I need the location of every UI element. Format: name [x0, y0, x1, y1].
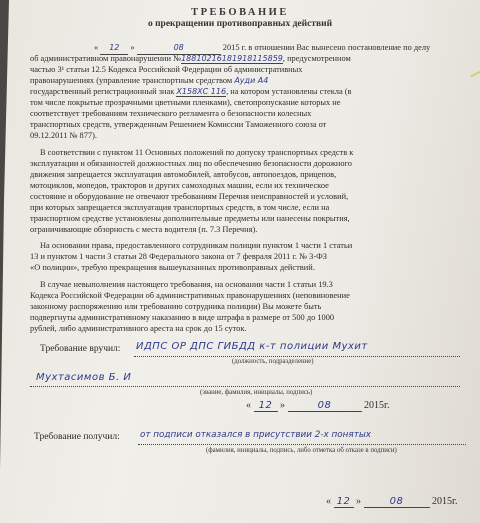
plate-label: государственный регистрационный знак: [30, 87, 175, 96]
para1-line: движения запрещается эксплуатация автомобилей, автобусов, автопоездов, прицепов,: [30, 170, 337, 179]
para1-line: В соответствии с пунктом 11 Основных положений по допуску транспортных средств к: [40, 148, 354, 157]
document-title: ТРЕБОВАНИЕ: [191, 7, 289, 18]
header-month: 08: [137, 43, 221, 55]
handed-officer-handwriting: ИДПС ОР ДПС ГИБДД к-т полиции Мухит: [136, 341, 368, 352]
document-subtitle: о прекращении противоправных действий: [147, 19, 333, 29]
case-post: , предусмотренном: [282, 54, 351, 63]
quote-close: »: [130, 43, 135, 52]
para2-line: 13 и пунктом 1 части 3 статьи 28 Федерального закона от 7 февраля 2011 г. № 3-ФЗ: [30, 252, 327, 261]
header-year-text: 2015 г. в отношении Вас вынесено постановление по делу: [222, 43, 431, 52]
header-day: 12: [100, 43, 128, 55]
received-refusal-handwriting: от подписи отказался в присутствии 2-х понятых: [140, 430, 371, 440]
para1-line: при которых запрещается эксплуатация транспортных средств, в том числе, если на: [30, 203, 330, 212]
header-line-4: [30, 76, 268, 87]
handed-label: Требование вручил:: [40, 344, 121, 354]
received-year: 2015г.: [432, 496, 458, 507]
para2-line: «О полиции», требую прекращения вышеуказанных противоправных действий.: [30, 263, 315, 272]
handed-caption-1: (должность, подразделение): [232, 358, 314, 365]
header-line-8: транспортных средств, утвержденным Решением Комиссии Таможенного союза от: [30, 120, 327, 129]
case-number: 18810216181918115859: [181, 54, 283, 63]
header-date-line: [94, 43, 430, 55]
para1-line: состояние и оборудование не отвечают требованиям Перечня неисправностей и условий,: [30, 192, 349, 201]
plate-number: Х158ХС 116: [176, 87, 227, 96]
car-model: Ауди А4: [234, 76, 269, 85]
quote-open: «: [94, 43, 99, 52]
quote-close: »: [280, 400, 285, 411]
handed-date: [246, 400, 389, 412]
handed-name-handwriting: Мухтасимов Б. И: [36, 372, 132, 383]
para1-line: эксплуатации и обязанностей должностных лиц по обеспечению безопасности дорожного: [30, 159, 352, 168]
handed-line-2: [30, 386, 460, 387]
received-label: Требование получил:: [34, 432, 120, 442]
received-date: [326, 496, 457, 508]
header-line-3: частью 3¹ статьи 12.5 Кодекса Российской Федерации об административных: [30, 65, 303, 74]
para3-line: В случае невыполнения настоящего требования, на основании части 1 статьи 19.3: [40, 280, 333, 289]
para2-line: На основании права, предоставленного сотрудникам полиции пунктом 1 части 1 статьи: [40, 241, 353, 250]
received-line: [138, 444, 466, 445]
handed-caption-2: (звание, фамилия, инициалы, подпись): [200, 389, 313, 396]
received-caption: (фамилия, инициалы, подпись, либо отметка об отказе в подписи): [206, 447, 397, 454]
quote-open: «: [246, 400, 251, 411]
header-line-9: 09.12.2011 № 877).: [30, 131, 97, 140]
header-line-7: соответствует требованиям технического регламента о безопасности колесных: [30, 109, 312, 118]
para3-line: Кодекса Российской Федерации об административных правонарушениях (неповиновение: [30, 291, 350, 300]
handed-day: 12: [254, 400, 278, 412]
received-month: 08: [364, 496, 430, 508]
handed-month: 08: [288, 400, 362, 412]
para3-line: рублей, либо административного ареста на срок до 15 суток.: [30, 324, 247, 333]
header-line-5: [30, 87, 352, 98]
quote-close: »: [356, 496, 361, 507]
received-day: 12: [334, 496, 354, 508]
plate-post: , на котором установлены стекла (в: [226, 87, 352, 96]
vehicle-label: правонарушениях (управление транспортным средством: [30, 76, 233, 85]
handed-line-1: [134, 356, 460, 357]
para1-line: мотоциклов, мопедов, тракторов и других самоходных машин, если их техническое: [30, 181, 329, 190]
para1-line: транспортном средстве установлены дополнительные предметы или нанесены покрытия,: [30, 214, 350, 223]
handed-year: 2015г.: [364, 400, 390, 411]
para1-line: ограничивающие обзорность с места водителя (п. 7.3 Перечня).: [30, 225, 258, 234]
para3-line: подвергнуты административному наказанию в виде штрафа в размере от 500 до 1000: [30, 313, 335, 322]
header-line-6: том числе покрытые прозрачными цветными пленками), светопропускание которых не: [30, 98, 341, 107]
quote-open: «: [326, 496, 331, 507]
case-label: об административном правонарушении №: [30, 54, 182, 63]
para3-line: законному распоряжению или требованию сотрудника полиции) Вы можете быть: [30, 302, 322, 311]
header-line-2: [30, 54, 351, 65]
